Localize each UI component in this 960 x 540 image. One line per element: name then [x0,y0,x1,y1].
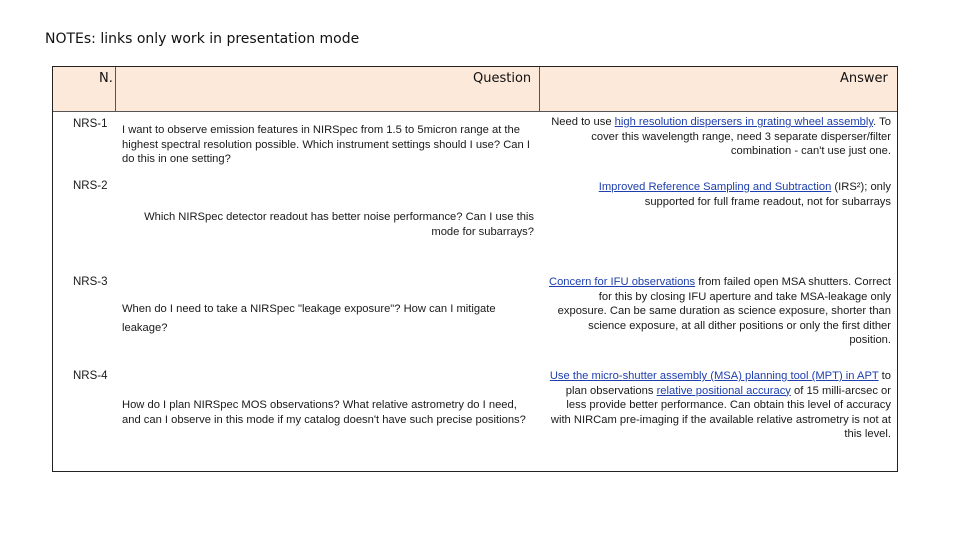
faq-table [52,66,898,472]
question-text: I want to observe emission features in NIRSpec from 1.5 to 5micron range at the highest spectral resolution possible. Which instrument settings should I use? Can I do this in one setting? [122,124,530,165]
header-answer: Answer [840,71,888,86]
answer-link[interactable]: Improved Reference Sampling and Subtraction [598,181,832,193]
row-id: NRS-4 [73,370,108,382]
question-text: Which NIRSpec detector readout has better noise performance? Can I use this mode for subarrays? [144,211,534,238]
answer-link[interactable]: Use the micro-shutter assembly (MSA) planning tool (MPT) in APT [549,370,879,382]
question-text: When do I need to take a NIRSpec "leakage exposure"? How can I mitigate leakage? [122,303,496,334]
answer-text: Need to use high resolution dispersers in grating wheel assembly. To cover this wavelength range, need 3 separate disperser/filter combination - can't use just one. [551,116,891,157]
answer-link[interactable]: relative positional accuracy [656,384,791,397]
answer-text: Concern for IFU observations from failed open MSA shutters. Correct for this by closing IFU aperture and take MSA-leakage only exposure. Can be same duration as science exposure, shorter than science exposure, at all dither positions or only the first dither position. [549,276,891,346]
row-id: NRS-2 [73,180,108,192]
header-n: N. [99,71,113,86]
question-text: How do I plan NIRSpec MOS observations? What relative astrometry do I need, and can I observe in this mode if my catalog doesn't have such precise positions? [122,399,526,426]
slide-note: NOTEs: links only work in presentation mode [45,31,360,47]
answer-text: Improved Reference Sampling and Subtraction (IRS²); only supported for full frame readout, not for subarrays [598,181,891,208]
answer-text: Use the micro-shutter assembly (MSA) planning tool (MPT) in APT to plan observations relative positional accuracy of 15 milli-arcsec or less provide better performance. Can obtain this level of accuracy with NIRCam pre-imaging if the available relative astrometry is not at this level. [549,370,891,440]
header-divider [539,67,540,111]
row-id: NRS-1 [73,118,108,130]
header-divider [115,67,116,111]
answer-link[interactable]: Concern for IFU observations [549,276,696,288]
answer-link[interactable]: high resolution dispersers in grating wheel assembly [614,116,874,128]
row-id: NRS-3 [73,276,108,288]
header-question: Question [473,71,532,86]
